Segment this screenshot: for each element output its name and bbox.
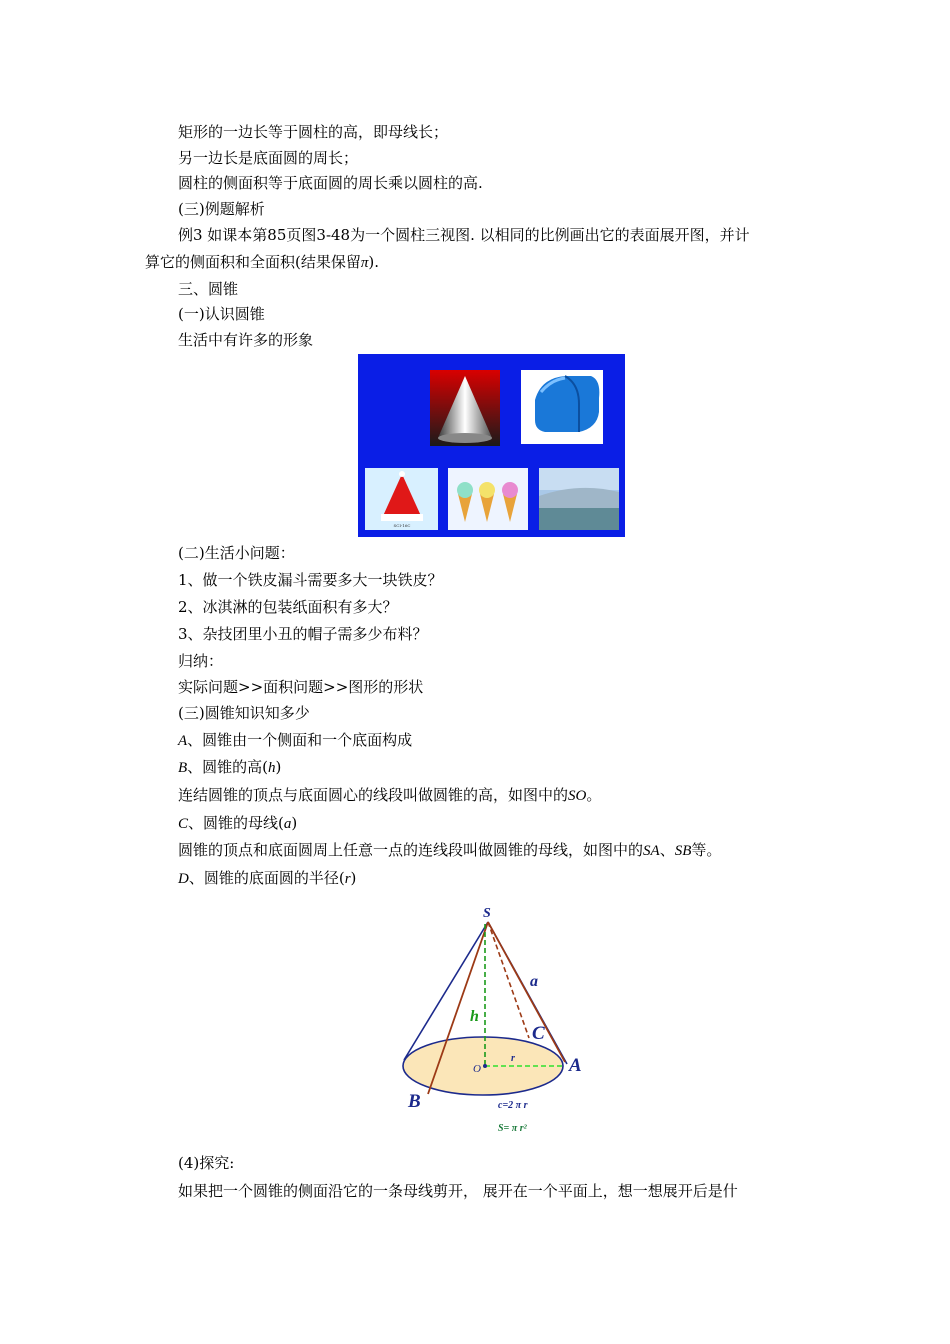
formula-area: S= π r² bbox=[498, 1123, 527, 1134]
cone-diagram bbox=[395, 900, 595, 1145]
solid-shape-picture bbox=[521, 370, 603, 444]
text-run: 、 bbox=[659, 841, 675, 859]
text-run: ). bbox=[368, 253, 379, 271]
formula-circumference: c=2 π r bbox=[498, 1100, 528, 1111]
building-picture bbox=[539, 468, 619, 530]
label-c: C bbox=[532, 1023, 545, 1044]
paragraph: 生活中有许多的形象 bbox=[178, 331, 314, 349]
variable: a bbox=[283, 816, 292, 832]
label-r: r bbox=[511, 1053, 515, 1064]
text-run: 圆锥的顶点和底面圆周上任意一点的连线段叫做圆锥的母线，如图中的 bbox=[178, 841, 644, 859]
knowledge-item-d bbox=[178, 868, 356, 889]
paragraph: 归纳： bbox=[178, 652, 224, 670]
label-a-point: A bbox=[569, 1055, 582, 1076]
paragraph: 另一边长是底面圆的周长； bbox=[178, 149, 359, 167]
variable: SB bbox=[674, 843, 692, 859]
variable: r bbox=[344, 871, 351, 887]
label-o: O bbox=[473, 1063, 481, 1075]
variable: h bbox=[268, 760, 276, 776]
item-letter: A bbox=[178, 733, 188, 749]
text-run: 连结圆锥的顶点与底面圆心的线段叫做圆锥的高，如图中的 bbox=[178, 786, 569, 804]
text-run: ) bbox=[350, 869, 357, 887]
question: 2、冰淇淋的包装纸面积有多大？ bbox=[178, 598, 398, 616]
item-letter: C bbox=[178, 816, 189, 832]
ice-cream-picture bbox=[448, 468, 528, 530]
hat-picture bbox=[365, 468, 438, 530]
label-h: h bbox=[470, 1008, 479, 1025]
text-run: ) bbox=[291, 814, 298, 832]
item-letter: B bbox=[178, 760, 188, 776]
text-run: 。 bbox=[586, 786, 602, 804]
cone-picture bbox=[430, 370, 500, 446]
cone-examples-image bbox=[358, 354, 625, 537]
paragraph: 如果把一个圆锥的侧面沿它的一条母线剪开， 展开在一个平面上，想一想展开后是什 bbox=[178, 1182, 738, 1200]
section-heading: 三、圆锥 bbox=[178, 280, 239, 298]
knowledge-item-a bbox=[178, 730, 412, 751]
example-text-cont bbox=[145, 252, 379, 273]
center-point bbox=[483, 1064, 487, 1068]
label-s: S bbox=[483, 906, 491, 921]
item-letter: D bbox=[178, 871, 189, 887]
generatrix-sc bbox=[488, 922, 529, 1038]
text-run: ) bbox=[275, 758, 282, 776]
text-run: 、圆锥由一个侧面和一个底面构成 bbox=[187, 731, 413, 749]
label-b: B bbox=[408, 1091, 421, 1112]
variable: SA bbox=[643, 843, 660, 859]
definition bbox=[178, 840, 721, 861]
paragraph: 圆柱的侧面积等于底面圆的周长乘以圆柱的高. bbox=[178, 174, 483, 192]
question: 1、做一个铁皮漏斗需要多大一块铁皮？ bbox=[178, 571, 443, 589]
text-run: 、圆锥的高( bbox=[187, 758, 269, 776]
text-run: 等。 bbox=[691, 841, 722, 859]
subsection-heading: (4)探究: bbox=[178, 1154, 235, 1172]
text-run: 、圆锥的母线( bbox=[188, 814, 284, 832]
example-text: 例3 如课本第85页图3-48为一个圆柱三视图. 以相同的比例画出它的表面展开图，并计 bbox=[178, 226, 750, 244]
subsection-heading: (一)认识圆锥 bbox=[178, 305, 265, 323]
subsection-heading: (三)圆锥知识知多少 bbox=[178, 704, 310, 722]
label-a-generatrix: a bbox=[530, 973, 538, 990]
question: 3、杂技团里小丑的帽子需多少布料？ bbox=[178, 625, 428, 643]
paragraph: 实际问题>>面积问题>>图形的形状 bbox=[178, 678, 424, 696]
subsection-heading: (二)生活小问题： bbox=[178, 544, 295, 562]
knowledge-item-c bbox=[178, 813, 297, 834]
paragraph: 矩形的一边长等于圆柱的高，即母线长； bbox=[178, 123, 449, 141]
knowledge-item-b bbox=[178, 757, 281, 778]
pi-symbol: π bbox=[360, 255, 369, 271]
text-run: 、圆锥的底面圆的半径( bbox=[188, 869, 345, 887]
variable: SO bbox=[568, 788, 587, 804]
hat-caption: SCI-16C bbox=[393, 523, 411, 528]
definition bbox=[178, 785, 601, 806]
section-heading: (三)例题解析 bbox=[178, 200, 265, 218]
text-run: 算它的侧面积和全面积(结果保留 bbox=[145, 253, 361, 271]
